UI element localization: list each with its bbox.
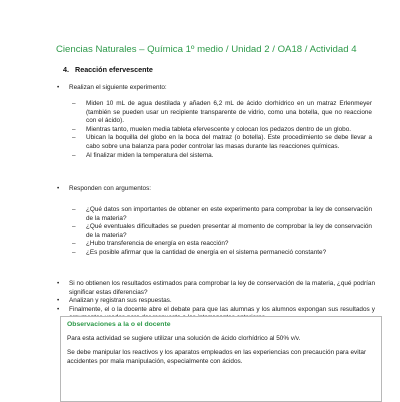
list-item [72, 134, 372, 151]
list-item-text: ¿Es posible afirmar que la cantidad de energía en el sistema permaneció constante? [86, 248, 327, 256]
list-item-text: ¿Qué eventuales dificultades se pueden presentar al momento de comprobar la ley de conservación de la materia? [86, 223, 372, 239]
list-item-text: Miden 10 mL de agua destilada y añaden 6,2 mL de ácido clorhídrico en un matraz Erlenmeyer (también se pueden usar un recipiente transparente de vidrio, como una botella, que no reaccione con el ácido). [86, 100, 372, 125]
list-item-text: Ubican la boquilla del globo en la boca del matraz (o botella). Este procedimiento se debe llevar a cabo sobre una balanza para poder controlar las masas durante las reacciones químicas. [86, 134, 372, 150]
section-title-text: Reacción efervescente [75, 65, 153, 74]
experiment-steps-list [72, 100, 372, 160]
bullet-dot-icon: • [57, 280, 60, 287]
bullet-text: Responden con argumentos: [69, 185, 152, 192]
list-item [57, 280, 375, 297]
list-item-text: Analizan y registran sus respuestas. [69, 297, 172, 305]
list-item-text: Mientras tanto, muelen media tableta efervescente y colocan los pedazos dentro de un globo. [86, 125, 352, 133]
list-item [72, 223, 372, 240]
questions-list [72, 206, 372, 258]
list-item-text: Si no obtienen los resultados estimados para comprobar la ley de conservación de la materia, ¿qué podrían significar estas diferencias? [69, 280, 375, 296]
dash-icon: – [72, 100, 76, 107]
bullet-dot-icon: • [57, 297, 60, 305]
dash-icon: – [72, 240, 76, 248]
list-item [72, 100, 372, 126]
teacher-observations-box [60, 316, 382, 402]
bullet-text: Realizan el siguiente experimento: [69, 84, 167, 91]
bullet-dot-icon: • [57, 84, 60, 91]
dash-icon: – [72, 206, 76, 213]
list-item [72, 126, 372, 135]
list-item [72, 240, 372, 249]
dash-icon: – [72, 125, 76, 133]
list-item [72, 152, 372, 161]
bullet-dot-icon: • [57, 305, 60, 313]
observations-paragraph: Se debe manipular los reactivos y los aparatos empleados en las experiencias con precaución para evitar accidentes por mala manipulación, especialmente con ácidos. [67, 349, 367, 365]
list-item-text: ¿Qué datos son importantes de obtener en este experimento para comprobar la ley de conservación de la materia? [86, 206, 372, 222]
dash-icon: – [72, 151, 76, 159]
bullet-dot-icon: • [57, 185, 60, 192]
page-header-breadcrumb: Ciencias Naturales – Química 1º medio / Unidad 2 / OA18 / Actividad 4 [56, 44, 357, 55]
list-item [72, 206, 372, 223]
observations-paragraph: Para esta actividad se sugiere utilizar una solución de ácido clorhídrico al 50% v/v. [67, 335, 301, 342]
dash-icon: – [72, 134, 76, 142]
list-item-text: ¿Hubo transferencia de energía en esta reacción? [86, 240, 229, 248]
list-item [72, 249, 372, 258]
observations-title: Observaciones a la o el docente [67, 321, 171, 328]
dash-icon: – [72, 223, 76, 231]
list-item [57, 297, 375, 306]
list-item-text: Al finalizar miden la temperatura del sistema. [86, 151, 214, 159]
section-number: 4. [63, 65, 69, 74]
list-item-text: Finalmente, el o la docente abre el debate para que las alumnas y los alumnos expongan sus resultados y [69, 305, 375, 313]
dash-icon: – [72, 248, 76, 256]
section-title [63, 65, 153, 74]
